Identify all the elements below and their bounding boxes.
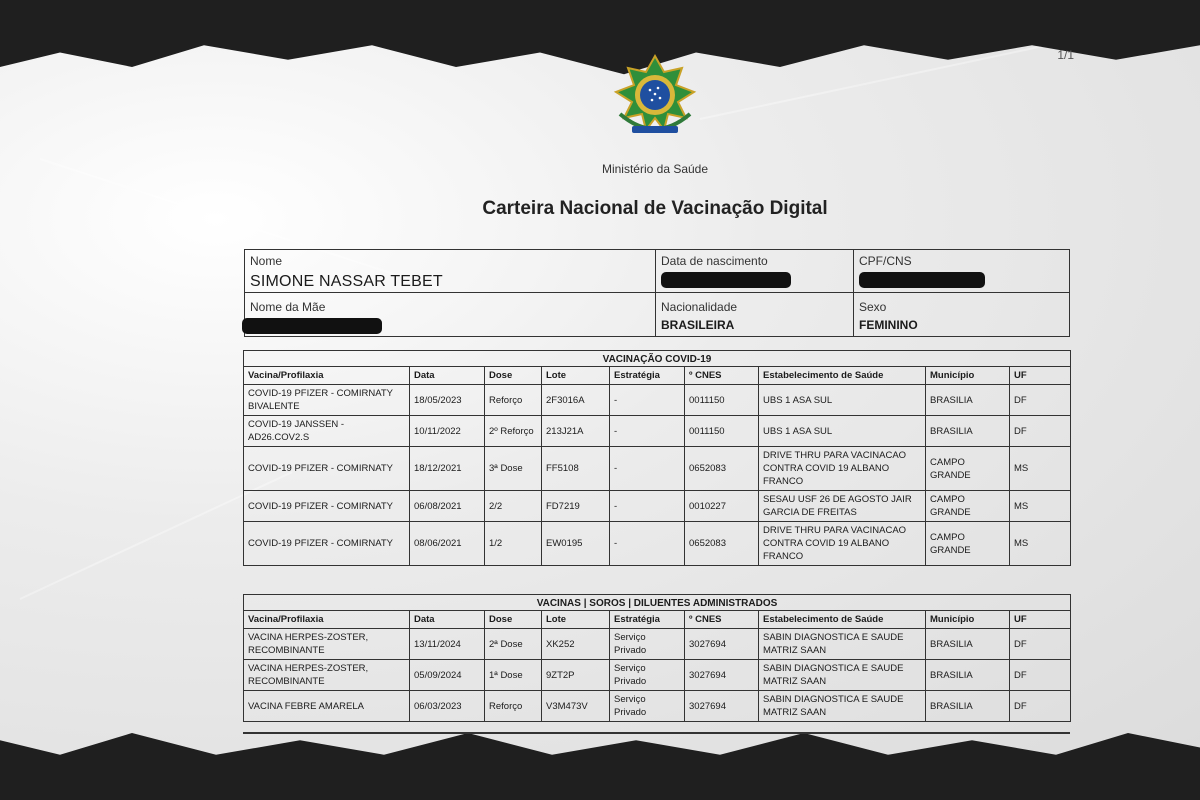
table-cell: -	[610, 491, 685, 522]
nationality-field	[661, 300, 737, 332]
table-cell: 1ª Dose	[485, 660, 542, 691]
table-row	[244, 629, 1071, 660]
column-header: Lote	[542, 611, 610, 629]
table-cell: 3027694	[685, 660, 759, 691]
table-cell: DF	[1010, 629, 1071, 660]
table-cell: DF	[1010, 385, 1071, 416]
cpf-field	[859, 254, 985, 291]
table-cell: Serviço Privado	[610, 660, 685, 691]
table-cell: SESAU USF 26 DE AGOSTO JAIR GARCIA DE FREITAS	[759, 491, 926, 522]
covid-vaccination-table	[243, 350, 1071, 566]
ministry-label: Ministério da Saúde	[601, 162, 709, 176]
document-title: Carteira Nacional de Vacinação Digital	[482, 198, 828, 219]
sex-value: FEMININO	[859, 318, 918, 332]
table-cell: UBS 1 ASA SUL	[759, 385, 926, 416]
table-cell: 213J21A	[542, 416, 610, 447]
column-header: Dose	[485, 367, 542, 385]
table-cell: DF	[1010, 416, 1071, 447]
table-cell: 10/11/2022	[410, 416, 485, 447]
table-cell: MS	[1010, 522, 1071, 566]
table-cell: UBS 1 ASA SUL	[759, 416, 926, 447]
nationality-label: Nacionalidade	[661, 300, 738, 314]
table-cell: MS	[1010, 447, 1071, 491]
table-cell: EW0195	[542, 522, 610, 566]
table-cell: COVID-19 JANSSEN - AD26.COV2.S	[244, 416, 410, 447]
table-row	[244, 385, 1071, 416]
table-cell: DF	[1010, 660, 1071, 691]
column-header: º CNES	[685, 611, 759, 629]
table-cell: Serviço Privado	[610, 629, 685, 660]
table-cell: 9ZT2P	[542, 660, 610, 691]
table-cell: Reforço	[485, 385, 542, 416]
table-cell: SABIN DIAGNOSTICA E SAUDE MATRIZ SAAN	[759, 629, 926, 660]
table-row	[244, 416, 1071, 447]
column-header: Estabelecimento de Saúde	[759, 367, 926, 385]
table-row	[244, 660, 1071, 691]
table-cell: 13/11/2024	[410, 629, 485, 660]
table-row	[244, 447, 1071, 491]
table-cell: Serviço Privado	[610, 691, 685, 722]
redaction-bar	[859, 272, 985, 288]
table-cell: DRIVE THRU PARA VACINACAO CONTRA COVID 19 ALBANO FRANCO	[759, 522, 926, 566]
sex-label: Sexo	[859, 300, 887, 314]
table-cell: 06/08/2021	[410, 491, 485, 522]
table-cell: BRASILIA	[926, 385, 1010, 416]
redaction-bar	[661, 272, 791, 288]
sex-field	[859, 300, 918, 332]
table-cell: COVID-19 PFIZER - COMIRNATY BIVALENTE	[244, 385, 410, 416]
other-vaccines-table	[243, 594, 1071, 722]
cpf-label: CPF/CNS	[859, 254, 912, 268]
birth-label: Data de nascimento	[661, 254, 768, 268]
table-cell: VACINA HERPES-ZOSTER, RECOMBINANTE	[244, 660, 410, 691]
table-cell: CAMPO GRANDE	[926, 522, 1010, 566]
personal-info-box	[244, 249, 1070, 337]
table-cell: 18/12/2021	[410, 447, 485, 491]
table-row	[244, 491, 1071, 522]
table-cell: 0011150	[685, 416, 759, 447]
table-cell: DF	[1010, 691, 1071, 722]
column-header: Lote	[542, 367, 610, 385]
table-cell: COVID-19 PFIZER - COMIRNATY	[244, 522, 410, 566]
table-cell: Reforço	[485, 691, 542, 722]
table-cell: VACINA HERPES-ZOSTER, RECOMBINANTE	[244, 629, 410, 660]
table-cell: 3027694	[685, 691, 759, 722]
table-cell: COVID-19 PFIZER - COMIRNATY	[244, 491, 410, 522]
table-cell: MS	[1010, 491, 1071, 522]
table-cell: -	[610, 416, 685, 447]
table-cell: V3M473V	[542, 691, 610, 722]
table-cell: BRASILIA	[926, 629, 1010, 660]
table-cell: 2º Reforço	[485, 416, 542, 447]
column-header: Data	[410, 367, 485, 385]
table-cell: 0010227	[685, 491, 759, 522]
column-header: Estratégia	[610, 367, 685, 385]
page-number: 1/1	[1057, 48, 1074, 62]
brazil-coat-of-arms-icon	[608, 52, 702, 144]
mother-field	[250, 300, 382, 337]
column-header: Município	[926, 611, 1010, 629]
table-cell: FD7219	[542, 491, 610, 522]
table-cell: DRIVE THRU PARA VACINACAO CONTRA COVID 19 ALBANO FRANCO	[759, 447, 926, 491]
table-cell: CAMPO GRANDE	[926, 491, 1010, 522]
column-header: UF	[1010, 611, 1071, 629]
column-header: Vacina/Profilaxia	[244, 367, 410, 385]
table-cell: -	[610, 447, 685, 491]
column-header: Estabelecimento de Saúde	[759, 611, 926, 629]
table-cell: 2F3016A	[542, 385, 610, 416]
nationality-value: BRASILEIRA	[661, 318, 735, 332]
paper-crease	[700, 18, 1170, 120]
table-cell: FF5108	[542, 447, 610, 491]
table-cell: 0652083	[685, 522, 759, 566]
table-cell: BRASILIA	[926, 416, 1010, 447]
name-label: Nome	[250, 254, 283, 268]
table-cell: 18/05/2023	[410, 385, 485, 416]
redaction-bar	[242, 318, 382, 334]
table-cell: 3027694	[685, 629, 759, 660]
table-cell: CAMPO GRANDE	[926, 447, 1010, 491]
table-cell: -	[610, 385, 685, 416]
column-header: Município	[926, 367, 1010, 385]
table-cell: 08/06/2021	[410, 522, 485, 566]
table-cell: SABIN DIAGNOSTICA E SAUDE MATRIZ SAAN	[759, 660, 926, 691]
mother-label: Nome da Mãe	[250, 300, 326, 314]
table-footer-rule	[243, 732, 1070, 734]
table-cell: 2/2	[485, 491, 542, 522]
column-header: º CNES	[685, 367, 759, 385]
table-cell: 3ª Dose	[485, 447, 542, 491]
column-header: Dose	[485, 611, 542, 629]
table-cell: 06/03/2023	[410, 691, 485, 722]
table-cell: COVID-19 PFIZER - COMIRNATY	[244, 447, 410, 491]
table-row	[244, 691, 1071, 722]
column-header: Data	[410, 611, 485, 629]
table-cell: BRASILIA	[926, 660, 1010, 691]
column-header: UF	[1010, 367, 1071, 385]
table-cell: VACINA FEBRE AMARELA	[244, 691, 410, 722]
table-row	[244, 522, 1071, 566]
birth-field	[661, 254, 791, 291]
column-header: Vacina/Profilaxia	[244, 611, 410, 629]
name-field	[250, 254, 443, 291]
table-cell: 05/09/2024	[410, 660, 485, 691]
covid-table-title: VACINAÇÃO COVID-19	[243, 350, 1071, 366]
table-cell: 0652083	[685, 447, 759, 491]
table-cell: XK252	[542, 629, 610, 660]
name-value: SIMONE NASSAR TEBET	[250, 273, 443, 290]
table-cell: 0011150	[685, 385, 759, 416]
table-cell: 1/2	[485, 522, 542, 566]
table-cell: 2ª Dose	[485, 629, 542, 660]
other-table-title: VACINAS | SOROS | DILUENTES ADMINISTRADOS	[243, 594, 1071, 610]
table-cell: SABIN DIAGNOSTICA E SAUDE MATRIZ SAAN	[759, 691, 926, 722]
table-cell: BRASILIA	[926, 691, 1010, 722]
column-header: Estratégia	[610, 611, 685, 629]
table-cell: -	[610, 522, 685, 566]
